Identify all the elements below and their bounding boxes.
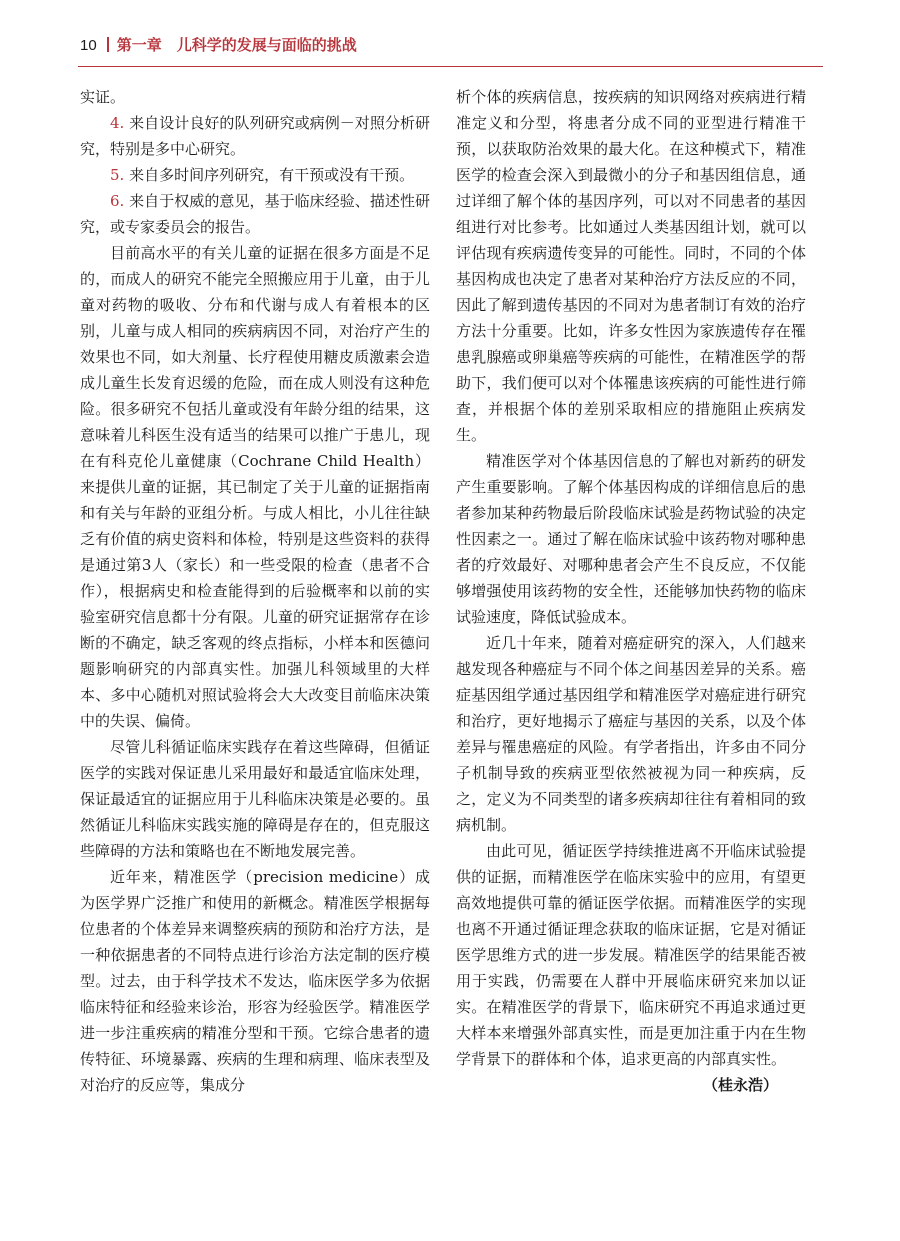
author-signature: （桂永浩） bbox=[702, 1076, 778, 1094]
header-divider bbox=[107, 37, 109, 52]
list-item bbox=[80, 188, 430, 240]
list-text: 来自设计良好的队列研究或病例－对照分析研究，特别是多中心研究。 bbox=[80, 114, 430, 158]
page-number: 10 bbox=[80, 37, 97, 54]
list-number: 5. bbox=[110, 166, 125, 184]
left-column bbox=[80, 84, 430, 1098]
paragraph: 近几十年来，随着对癌症研究的深入，人们越来越发现各种癌症与不同个体之间基因差异的关系。癌症基因组学通过基因组学和精准医学对癌症进行研究和治疗，更好地揭示了癌症与基因的关系，以及个体差异与罹患癌症的风险。有学者指出，许多由不同分子机制导致的疾病亚型依然被视为同一种疾病，反之，定义为不同类型的诸多疾病却往往有着相同的致病机制。 bbox=[456, 634, 806, 834]
paragraph: 实证。 bbox=[80, 88, 126, 106]
list-text: 来自多时间序列研究，有干预或没有干预。 bbox=[129, 166, 415, 184]
paragraph: 尽管儿科循证临床实践存在着这些障碍，但循证医学的实践对保证患儿采用最好和最适宜临床处理，保证最适宜的证据应用于儿科临床决策是必要的。虽然循证儿科临床实践实施的障碍是存在的，但克服这些障碍的方法和策略也在不断地发展完善。 bbox=[80, 738, 430, 860]
chapter-title: 第一章 儿科学的发展与面临的挑战 bbox=[116, 36, 357, 54]
right-column bbox=[456, 84, 806, 1098]
list-item bbox=[80, 162, 430, 188]
list-text: 来自于权威的意见，基于临床经验、描述性研究，或专家委员会的报告。 bbox=[80, 192, 430, 236]
list-number: 6. bbox=[110, 192, 125, 210]
paragraph: 由此可见，循证医学持续推进离不开临床试验提供的证据，而精准医学在临床实验中的应用，有望更高效地提供可靠的循证医学依据。而精准医学的实现也离不开通过循证理念获取的临床证据，它是对循证医学思维方式的进一步发展。精准医学的结果能否被用于实践，仍需要在人群中开展临床研究来加以证实。在精准医学的背景下，临床研究不再追求通过更大样本来增强外部真实性，而是更加注重于内在生物学背景下的群体和个体，追求更高的内部真实性。 bbox=[456, 842, 806, 1068]
paragraph: 目前高水平的有关儿童的证据在很多方面是不足的，而成人的研究不能完全照搬应用于儿童，由于儿童对药物的吸收、分布和代谢与成人有着根本的区别，儿童与成人相同的疾病病因不同，对治疗产生的效果也不同，如大剂量、长疗程使用糖皮质激素会造成儿童生长发育迟缓的危险，而在成人则没有这种危险。很多研究不包括儿童或没有年龄分组的结果，这意味着儿科医生没有适当的结果可以推广于患儿，现在有科克伦儿童健康（Cochrane Child Health）来提供儿童的证据，其已制定了关于儿童的证据指南和有关与年龄的亚组分析。与成人相比，小儿往往缺乏有价值的病史资料和体检，特别是这些资料的获得是通过第3人（家长）和一些受限的检查（患者不合作），根据病史和检查能得到的后验概率和以前的实验室研究信息都十分有限。儿童的研究证据常存在诊断的不确定，缺乏客观的终点指标，小样本和医德问题影响研究的内部真实性。加强儿科领域里的大样本、多中心随机对照试验将会大大改变目前临床决策中的失误、偏倚。 bbox=[80, 244, 430, 730]
paragraph: 近年来，精准医学（precision medicine）成为医学界广泛推广和使用的新概念。精准医学根据每位患者的个体差异来调整疾病的预防和治疗方法，是一种依据患者的不同特点进行诊治方法定制的医疗模型。过去，由于科学技术不发达，临床医学多为依据临床特征和经验来诊治，形容为经验医学。精准医学进一步注重疾病的精准分型和干预。它综合患者的遗传特征、环境暴露、疾病的生理和病理、临床表型及对治疗的反应等，集成分 bbox=[80, 868, 430, 1094]
paragraph: 析个体的疾病信息，按疾病的知识网络对疾病进行精准定义和分型，将患者分成不同的亚型进行精准干预，以获取防治效果的最大化。在这种模式下，精准医学的检查会深入到最微小的分子和基因组信息，通过详细了解个体的基因序列，可以对不同患者的基因组进行对比参考。比如通过人类基因组计划，就可以评估现有疾病遗传变异的可能性。同时，不同的个体基因构成也决定了患者对某种治疗方法反应的不同，因此了解到遗传基因的不同对为患者制订有效的治疗方法十分重要。比如，许多女性因为家族遗传存在罹患乳腺癌或卵巢癌等疾病的可能性，在精准医学的帮助下，我们便可以对个体罹患该疾病的可能性进行筛查，并根据个体的差别采取相应的措施阻止疾病发生。 bbox=[456, 88, 806, 444]
running-header bbox=[80, 34, 820, 56]
header-rule bbox=[78, 66, 823, 67]
list-item bbox=[80, 110, 430, 162]
paragraph: 精准医学对个体基因信息的了解也对新药的研发产生重要影响。了解个体基因构成的详细信息后的患者参加某种药物最后阶段临床试验是药物试验的决定性因素之一。通过了解在临床试验中该药物对哪种患者的疗效最好、对哪种患者会产生不良反应，不仅能够增强使用该药物的安全性，还能够加快药物的临床试验速度，降低试验成本。 bbox=[456, 452, 806, 626]
list-number: 4. bbox=[110, 114, 125, 132]
